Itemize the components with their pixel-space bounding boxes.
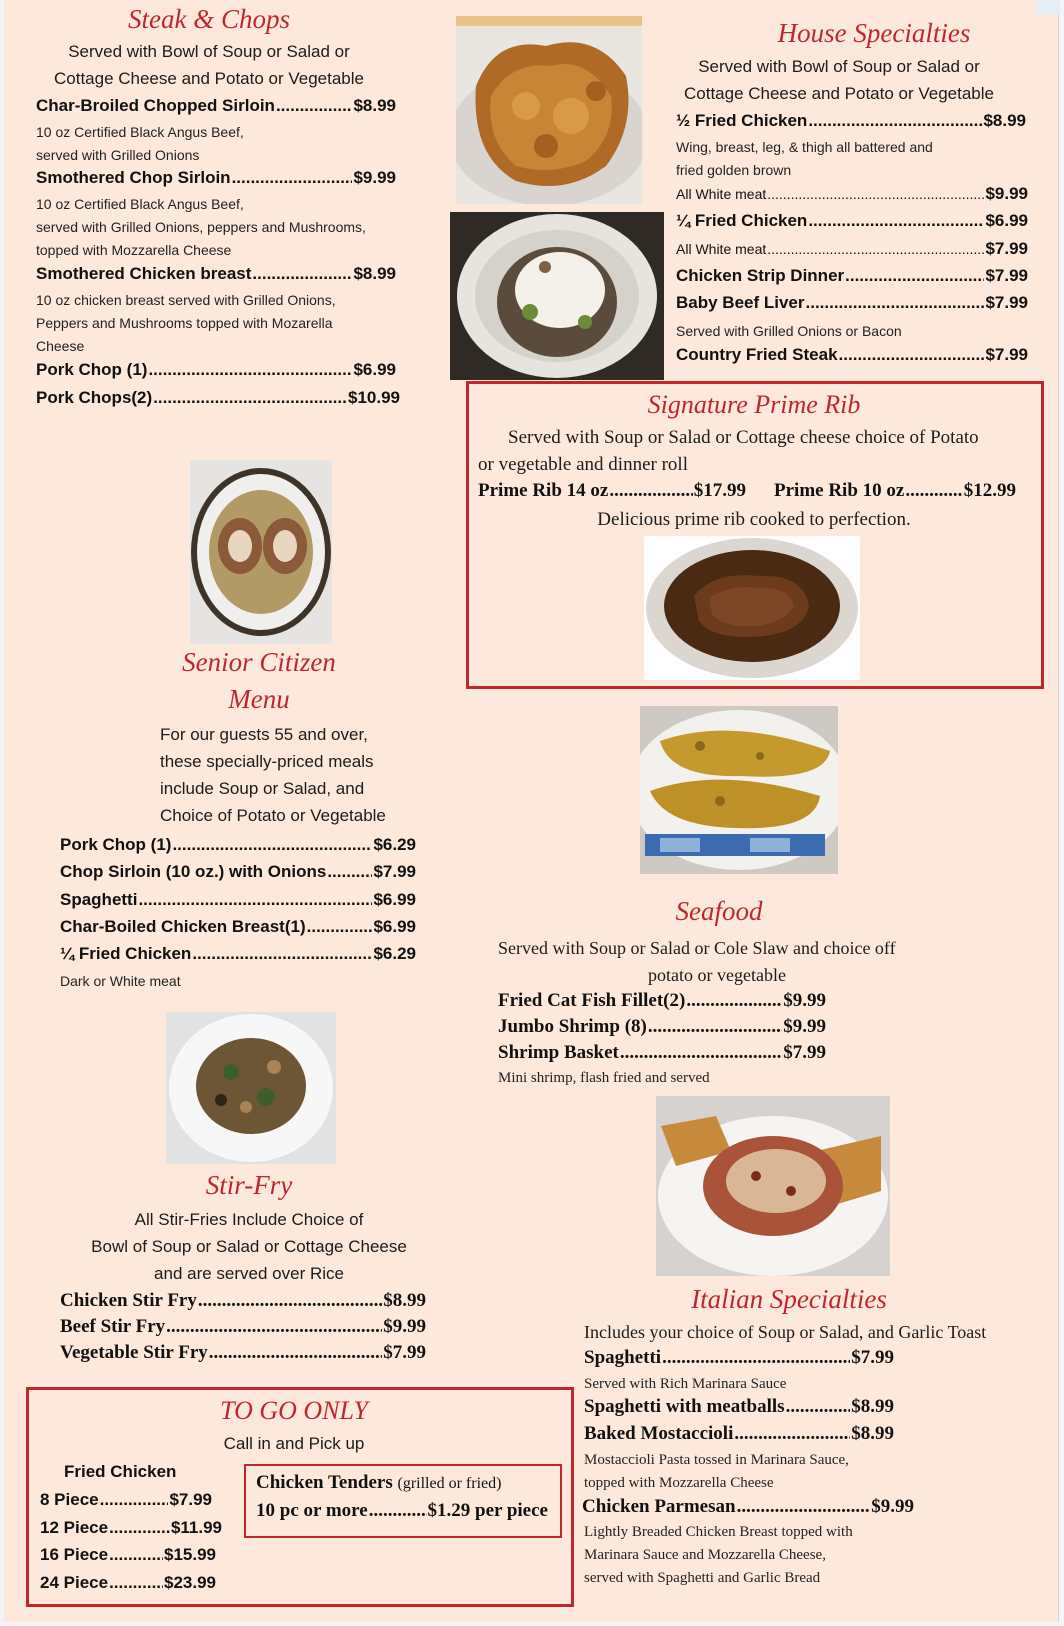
item-price: $7.99 [383, 1342, 426, 1363]
house-item-1 [676, 111, 1026, 131]
item-price: $9.99 [783, 1016, 826, 1037]
stir-fry-photo [166, 1012, 336, 1164]
item-price: $8.99 [353, 264, 396, 283]
item-price: $9.99 [985, 184, 1028, 203]
item-name: Smothered Chop Sirloin [36, 168, 231, 187]
item-price: $7.99 [985, 266, 1028, 285]
item-price: $7.99 [783, 1042, 826, 1063]
stirfry-line: Bowl of Soup or Salad or Cottage Cheese [91, 1237, 407, 1256]
item-name: All White meat [676, 241, 767, 257]
item-price: $6.99 [985, 211, 1028, 230]
steak-item-1 [36, 96, 396, 116]
item-price: $6.99 [373, 917, 416, 936]
italian-item-2 [584, 1396, 894, 1418]
senior-photo [190, 460, 332, 644]
item-price: $8.99 [983, 111, 1026, 130]
steak-note: served with Grilled Onions [36, 147, 200, 163]
item-price: $8.99 [383, 1290, 426, 1311]
item-name: ½ Fried Chicken [676, 111, 808, 130]
italian-note: Marinara Sauce and Mozzarella Cheese, [584, 1547, 826, 1563]
house-item-6 [676, 293, 1028, 313]
item-price: $7.99 [985, 239, 1028, 258]
item-price: $9.99 [383, 1316, 426, 1337]
item-price: $6.99 [373, 890, 416, 909]
house-note: Wing, breast, leg, & thigh all battered and [676, 139, 933, 155]
item-name: Prime Rib 14 oz [478, 480, 609, 501]
stirfry-item-1 [60, 1290, 426, 1312]
senior-line: Choice of Potato or Vegetable [160, 806, 386, 825]
item-name: 24 Piece [40, 1573, 109, 1592]
italian-item-1 [584, 1347, 894, 1369]
item-name: Char-Broiled Chopped Sirloin [36, 96, 275, 115]
item-name: Shrimp Basket [498, 1042, 619, 1063]
stirfry-line: All Stir-Fries Include Choice of [134, 1210, 364, 1229]
prime-tagline: Delicious prime rib cooked to perfection. [597, 509, 911, 530]
spaghetti-photo [656, 1096, 890, 1276]
item-price: $9.99 [783, 990, 826, 1011]
catfish-photo [640, 706, 838, 874]
seafood-item-1 [498, 990, 826, 1012]
house-item-7 [676, 345, 1028, 365]
senior-item-2 [60, 862, 416, 882]
item-name: Chicken Stir Fry [60, 1290, 197, 1311]
item-name: Chicken Parmesan [582, 1496, 736, 1517]
senior-line: include Soup or Salad, and [160, 779, 365, 798]
senior-title-2: Menu [228, 684, 290, 714]
house-item-5 [676, 266, 1028, 286]
item-name: ¼ Fried Chicken [676, 211, 808, 230]
item-name: Smothered Chicken breast [36, 264, 252, 283]
senior-title-1: Senior Citizen [182, 647, 336, 677]
item-price: $7.99 [169, 1490, 212, 1509]
seafood-sub-2: potato or vegetable [648, 965, 786, 985]
togo-sub: Call in and Pick up [223, 1434, 365, 1453]
steak-note: 10 oz Certified Black Angus Beef, [36, 196, 244, 212]
item-price: $8.99 [851, 1396, 894, 1417]
item-price: $15.99 [164, 1545, 216, 1564]
item-name: Spaghetti with meatballs [584, 1396, 785, 1417]
steak-item-5 [36, 388, 400, 408]
item-price: $8.99 [851, 1423, 894, 1444]
item-name: Jumbo Shrimp (8) [498, 1016, 647, 1037]
togo-item-4 [40, 1573, 216, 1593]
steak-sub-2: Cottage Cheese and Potato or Vegetable [53, 69, 364, 88]
house-note: Served with Grilled Onions or Bacon [676, 323, 902, 339]
item-name: Pork Chop (1) [60, 835, 172, 854]
togo-item-1 [40, 1490, 212, 1510]
item-name: Spaghetti [60, 890, 138, 909]
seafood-title: Seafood [675, 896, 763, 926]
item-name: 8 Piece [40, 1490, 99, 1509]
steak-note: 10 oz chicken breast served with Grilled Onions, [36, 292, 336, 308]
item-name: Country Fried Steak [676, 345, 838, 364]
tenders-title: Chicken Tenders [256, 1472, 393, 1493]
item-price: $6.29 [373, 835, 416, 854]
item-price: $9.99 [353, 168, 396, 187]
steak-title: Steak & Chops [128, 4, 290, 34]
italian-note: topped with Mozzarella Cheese [584, 1475, 774, 1491]
item-price: $12.99 [963, 480, 1016, 501]
steak-item-2 [36, 168, 396, 188]
house-note: fried golden brown [676, 162, 792, 178]
item-price: $10.99 [348, 388, 400, 407]
item-name: Spaghetti [584, 1347, 662, 1368]
item-price: $6.99 [353, 360, 396, 379]
steak-note: 10 oz Certified Black Angus Beef, [36, 124, 244, 140]
senior-line: For our guests 55 and over, [160, 725, 368, 744]
togo-fried-header: Fried Chicken [64, 1462, 177, 1481]
item-price: $23.99 [164, 1573, 216, 1592]
item-name: Prime Rib 10 oz [774, 480, 905, 501]
stirfry-item-2 [60, 1316, 426, 1338]
steak-item-3 [36, 264, 396, 284]
house-sub-2: Cottage Cheese and Potato or Vegetable [683, 84, 994, 103]
item-price: $8.99 [353, 96, 396, 115]
item-name: All White meat [676, 186, 767, 202]
item-price: $6.29 [373, 944, 416, 963]
seafood-note: Mini shrimp, flash fried and served [498, 1070, 710, 1086]
item-price: $17.99 [693, 480, 746, 501]
item-name: Char-Boiled Chicken Breast(1) [60, 917, 306, 936]
senior-note: Dark or White meat [60, 973, 181, 989]
item-name: 16 Piece [40, 1545, 109, 1564]
togo-item-3 [40, 1545, 216, 1565]
togo-item-2 [40, 1518, 222, 1538]
prime-rib-photo [644, 536, 860, 680]
house-item-2 [676, 184, 1028, 204]
prime-item-1 [478, 480, 746, 502]
seafood-item-2 [498, 1016, 826, 1038]
item-price: $1.29 per piece [427, 1500, 548, 1521]
italian-item-3 [584, 1423, 894, 1445]
house-item-3 [676, 211, 1028, 231]
italian-note: Lightly Breaded Chicken Breast topped with [584, 1524, 853, 1540]
tenders-item [256, 1500, 548, 1522]
item-name: Baby Beef Liver [676, 293, 805, 312]
house-item-4 [676, 239, 1028, 259]
item-name: Pork Chops(2) [36, 388, 153, 407]
item-name: Fried Cat Fish Fillet(2) [498, 990, 686, 1011]
senior-item-1 [60, 835, 416, 855]
item-name: ¼ Fried Chicken [60, 944, 192, 963]
item-price: $7.99 [373, 862, 416, 881]
steak-note: served with Grilled Onions, peppers and Mushrooms, [36, 219, 366, 235]
senior-item-4 [60, 917, 416, 937]
item-price: $7.99 [851, 1347, 894, 1368]
stirfry-line: and are served over Rice [154, 1264, 344, 1283]
fried-chicken-photo [456, 16, 642, 204]
seafood-sub-1: Served with Soup or Salad or Cole Slaw and choice off [498, 938, 896, 958]
stirfry-title: Stir-Fry [205, 1170, 293, 1200]
senior-item-5 [60, 944, 416, 964]
italian-sub: Includes your choice of Soup or Salad, and Garlic Toast [584, 1322, 987, 1342]
seafood-item-3 [498, 1042, 826, 1064]
item-name: Baked Mostaccioli [584, 1423, 734, 1444]
italian-note: served with Spaghetti and Garlic Bread [584, 1570, 821, 1586]
steak-item-4 [36, 360, 396, 380]
item-name: 10 pc or more [256, 1500, 368, 1521]
menu-page [4, 0, 1059, 1622]
house-sub-1: Served with Bowl of Soup or Salad or [698, 57, 980, 76]
steak-note: Peppers and Mushrooms topped with Mozarella [36, 315, 333, 331]
italian-note: Mostaccioli Pasta tossed in Marinara Sauce, [584, 1452, 849, 1468]
item-price: $7.99 [985, 345, 1028, 364]
item-price: $11.99 [170, 1518, 222, 1537]
item-price: $7.99 [985, 293, 1028, 312]
italian-item-4 [582, 1496, 914, 1518]
item-name: 12 Piece [40, 1518, 109, 1537]
prime-sub-2: or vegetable and dinner roll [478, 454, 688, 475]
senior-item-3 [60, 890, 416, 910]
house-title: House Specialties [777, 18, 971, 48]
italian-title: Italian Specialties [691, 1284, 887, 1314]
steak-note: topped with Mozzarella Cheese [36, 242, 232, 258]
togo-title: TO GO ONLY [220, 1396, 368, 1425]
item-name: Chicken Strip Dinner [676, 266, 845, 285]
tenders-paren: (grilled or fried) [397, 1475, 502, 1492]
corner-mark-icon [1036, 0, 1060, 14]
prime-item-2 [774, 480, 1016, 502]
tenders-title-line [256, 1472, 501, 1494]
steak-sub-1: Served with Bowl of Soup or Salad or [68, 42, 350, 61]
prime-sub-1: Served with Soup or Salad or Cottage cheese choice of Potato [508, 427, 979, 448]
item-name: Pork Chop (1) [36, 360, 148, 379]
stirfry-item-3 [60, 1342, 426, 1364]
item-name: Vegetable Stir Fry [60, 1342, 208, 1363]
item-price: $9.99 [871, 1496, 914, 1517]
prime-title: Signature Prime Rib [647, 390, 861, 419]
senior-line: these specially-priced meals [160, 752, 374, 771]
item-name: Chop Sirloin (10 oz.) with Onions [60, 862, 327, 881]
steak-note: Cheese [36, 338, 85, 354]
smothered-chop-photo [450, 212, 664, 380]
italian-note: Served with Rich Marinara Sauce [584, 1376, 787, 1392]
item-name: Beef Stir Fry [60, 1316, 166, 1337]
